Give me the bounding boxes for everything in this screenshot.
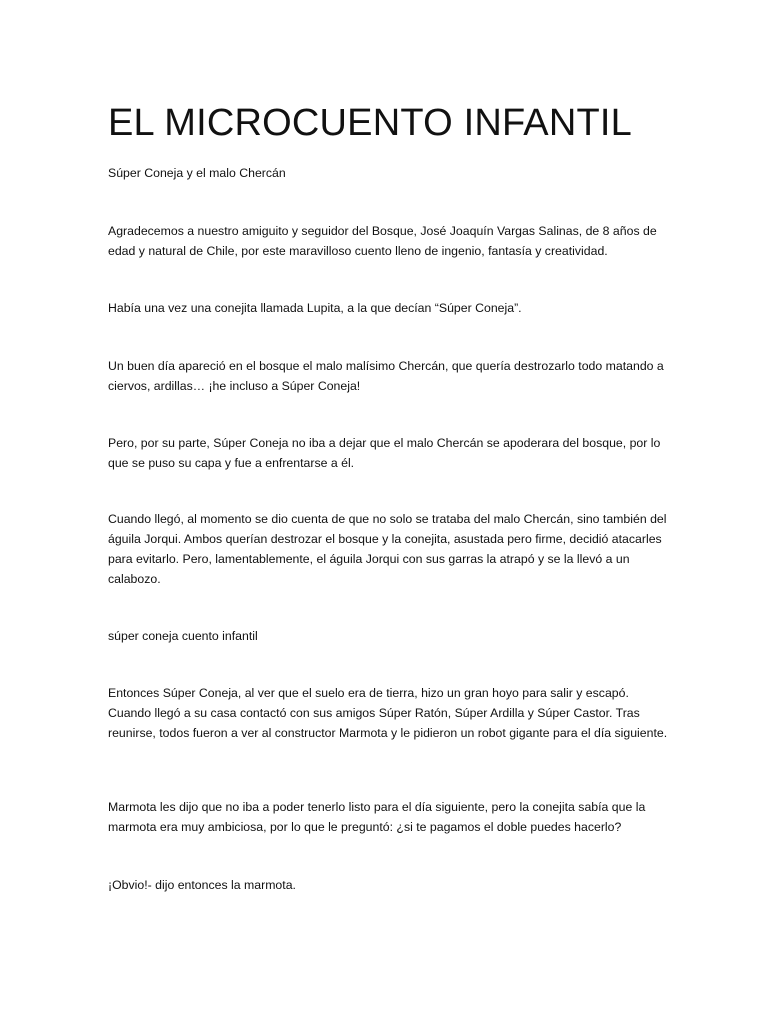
document-title: EL MICROCUENTO INFANTIL <box>108 102 633 144</box>
paragraph-caption: súper coneja cuento infantil <box>108 629 258 643</box>
paragraph-acknowledgement: Agradecemos a nuestro amiguito y seguidor del Bosque, José Joaquín Vargas Salinas, de 8 años de edad y natural de Chile, por este maravilloso cuento lleno de ingenio, fantasía y creatividad. <box>108 224 657 258</box>
story-subtitle: Súper Coneja y el malo Chercán <box>108 166 286 180</box>
paragraph: Marmota les dijo que no iba a poder tenerlo listo para el día siguiente, pero la conejita sabía que la marmota era muy ambiciosa, por lo que le preguntó: ¿si te pagamos el doble puedes hacerlo? <box>108 800 646 834</box>
paragraph: Cuando llegó, al momento se dio cuenta de que no solo se trataba del malo Chercán, sino también del águila Jorqui. Ambos querían destrozar el bosque y la conejita, asustada pero firme, decidió atacarles para evitarlo. Pero, lamentablemente, el águila Jorqui con sus garras la atrapó y se la llevó a un calabozo. <box>108 512 667 586</box>
paragraph: Un buen día apareció en el bosque el malo malísimo Chercán, que quería destrozarlo todo matando a ciervos, ardillas… ¡he incluso a Súper Coneja! <box>108 359 664 393</box>
paragraph: ¡Obvio!- dijo entonces la marmota. <box>108 878 296 892</box>
paragraph: Entonces Súper Coneja, al ver que el suelo era de tierra, hizo un gran hoyo para salir y escapó. Cuando llegó a su casa contactó con sus amigos Súper Ratón, Súper Ardilla y Súper Castor. Tras reunirse, todos fueron a ver al constructor Marmota y le pidieron un robot gigante para el día siguiente. <box>108 686 668 740</box>
paragraph: Había una vez una conejita llamada Lupita, a la que decían “Súper Coneja”. <box>108 301 522 315</box>
paragraph: Pero, por su parte, Súper Coneja no iba a dejar que el malo Chercán se apoderara del bosque, por lo que se puso su capa y fue a enfrentarse a él. <box>108 436 661 470</box>
